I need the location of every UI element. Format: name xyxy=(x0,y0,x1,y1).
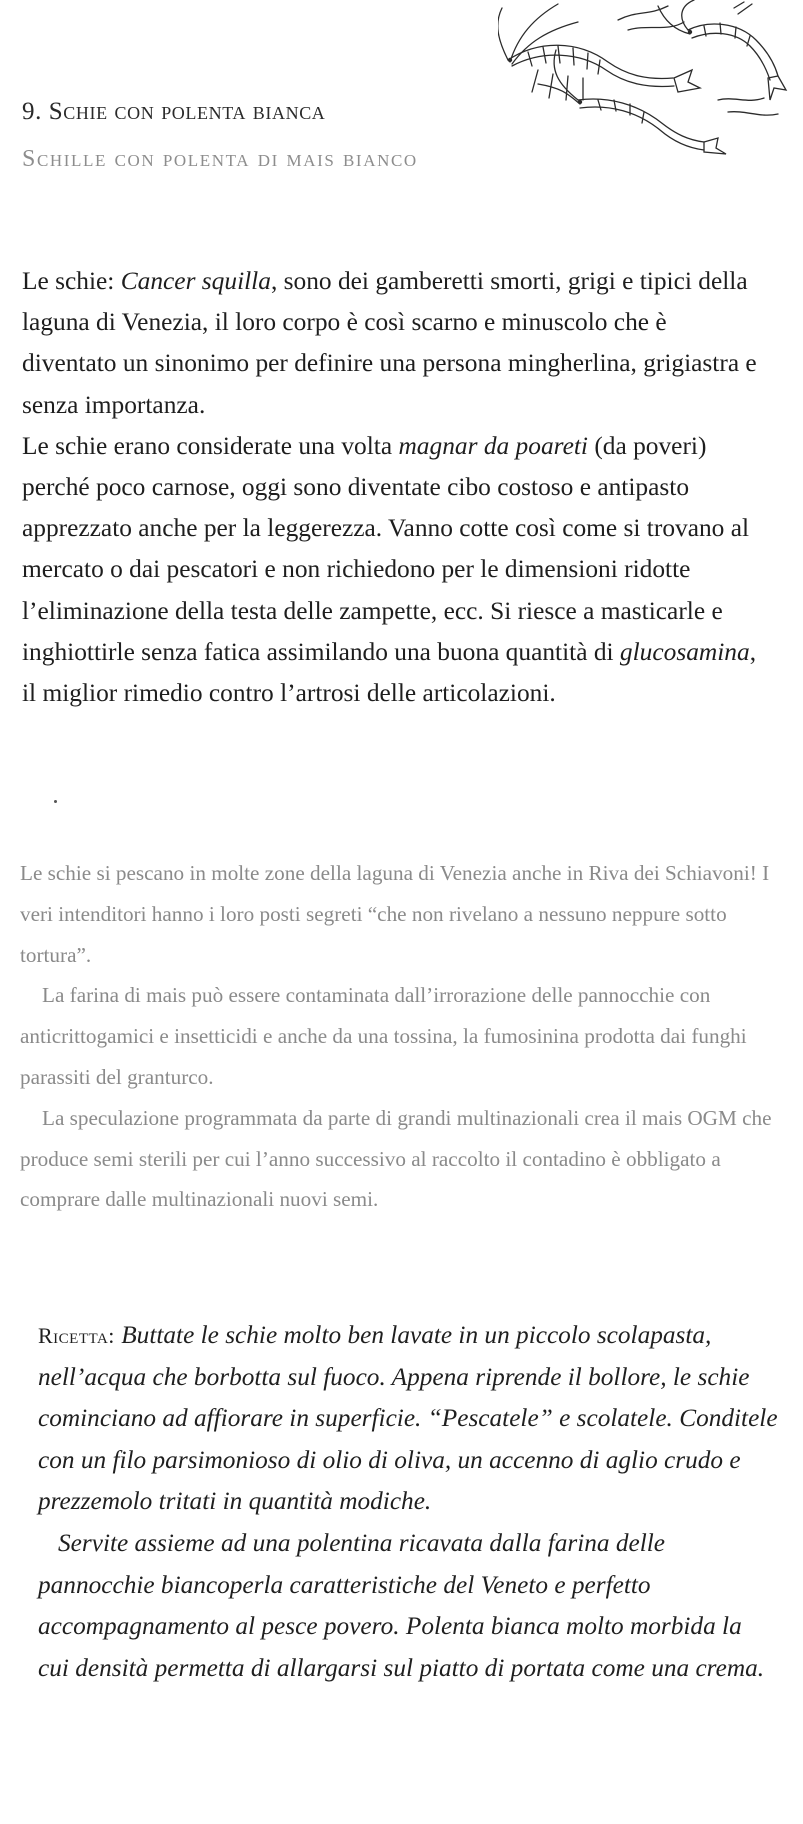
print-speck xyxy=(54,800,57,803)
page-subtitle: Schille con polenta di mais bianco xyxy=(22,146,418,172)
notes-text xyxy=(20,853,780,1220)
intro-paragraph-2: Le schie erano considerate una volta magnar da poareti (da poveri) perché poco carnose, oggi sono diventate cibo costoso e antipasto apprezzato anche per la leggerezza. Vanno cotte così come si trovano al mercato o dai pescatori e non richiedono per le dimensioni ridotte l’eliminazione della testa delle zampette, ecc. Si riesce a masticarle e inghiottirle senza fatica assimilando una buona quantità di glucosamina, il miglior rimedio contro l’artrosi delle articolazioni. xyxy=(22,431,757,708)
notes-paragraph-2: La farina di mais può essere contaminata dall’irrorazione delle pannocchie con anticrittogamici e insetticidi e anche da una tossina, la fumosinina prodotta dai funghi parassiti del granturco. xyxy=(20,983,747,1089)
intro-paragraph-1: Le schie: Cancer squilla, sono dei gamberetti smorti, grigi e tipici della laguna di Venezia, il loro corpo è così scarno e minuscolo che è diventato un sinonimo per definire una persona mingherlina, grigiastra e senza importanza. xyxy=(22,267,757,419)
page-title: 9. Schie con polenta bianca xyxy=(22,98,326,125)
recipe-paragraph-2: Servite assieme ad una polentina ricavata dalla farina delle pannocchie biancoperla caratteristiche del Veneto e perfetto accompagnamento al pesce povero. Polenta bianca molto morbida la cui densità permetta di allargarsi sul piatto di portata come una crema. xyxy=(38,1528,765,1682)
notes-paragraph-3: La speculazione programmata da parte di grandi multinazionali crea il mais OGM che produce semi sterili per cui l’anno successivo al raccolto il contadino è obbligato a comprare dalle multinazionali nuovi semi. xyxy=(20,1105,772,1212)
notes-paragraph-1: Le schie si pescano in molte zone della laguna di Venezia anche in Riva dei Schiavoni! I veri intenditori hanno i loro posti segreti “che non rivelano a nessuno neppure sotto tortura”. xyxy=(20,861,770,967)
shrimp-sketch-icon xyxy=(498,0,798,160)
recipe-label: Ricetta: xyxy=(38,1323,115,1348)
recipe-paragraph-1: Ricetta: Buttate le schie molto ben lavate in un piccolo scolapasta, nell’acqua che borbotta sul fuoco. Appena riprende il bollore, le schie cominciano ad affiorare in superficie. “Pescatele” e scolatele. Conditele con un filo parsimonioso di olio di oliva, un accenno di aglio crudo e prezzemolo tritati in quantità modiche. xyxy=(38,1321,778,1516)
intro-text xyxy=(22,261,762,714)
recipe-text xyxy=(38,1315,778,1689)
